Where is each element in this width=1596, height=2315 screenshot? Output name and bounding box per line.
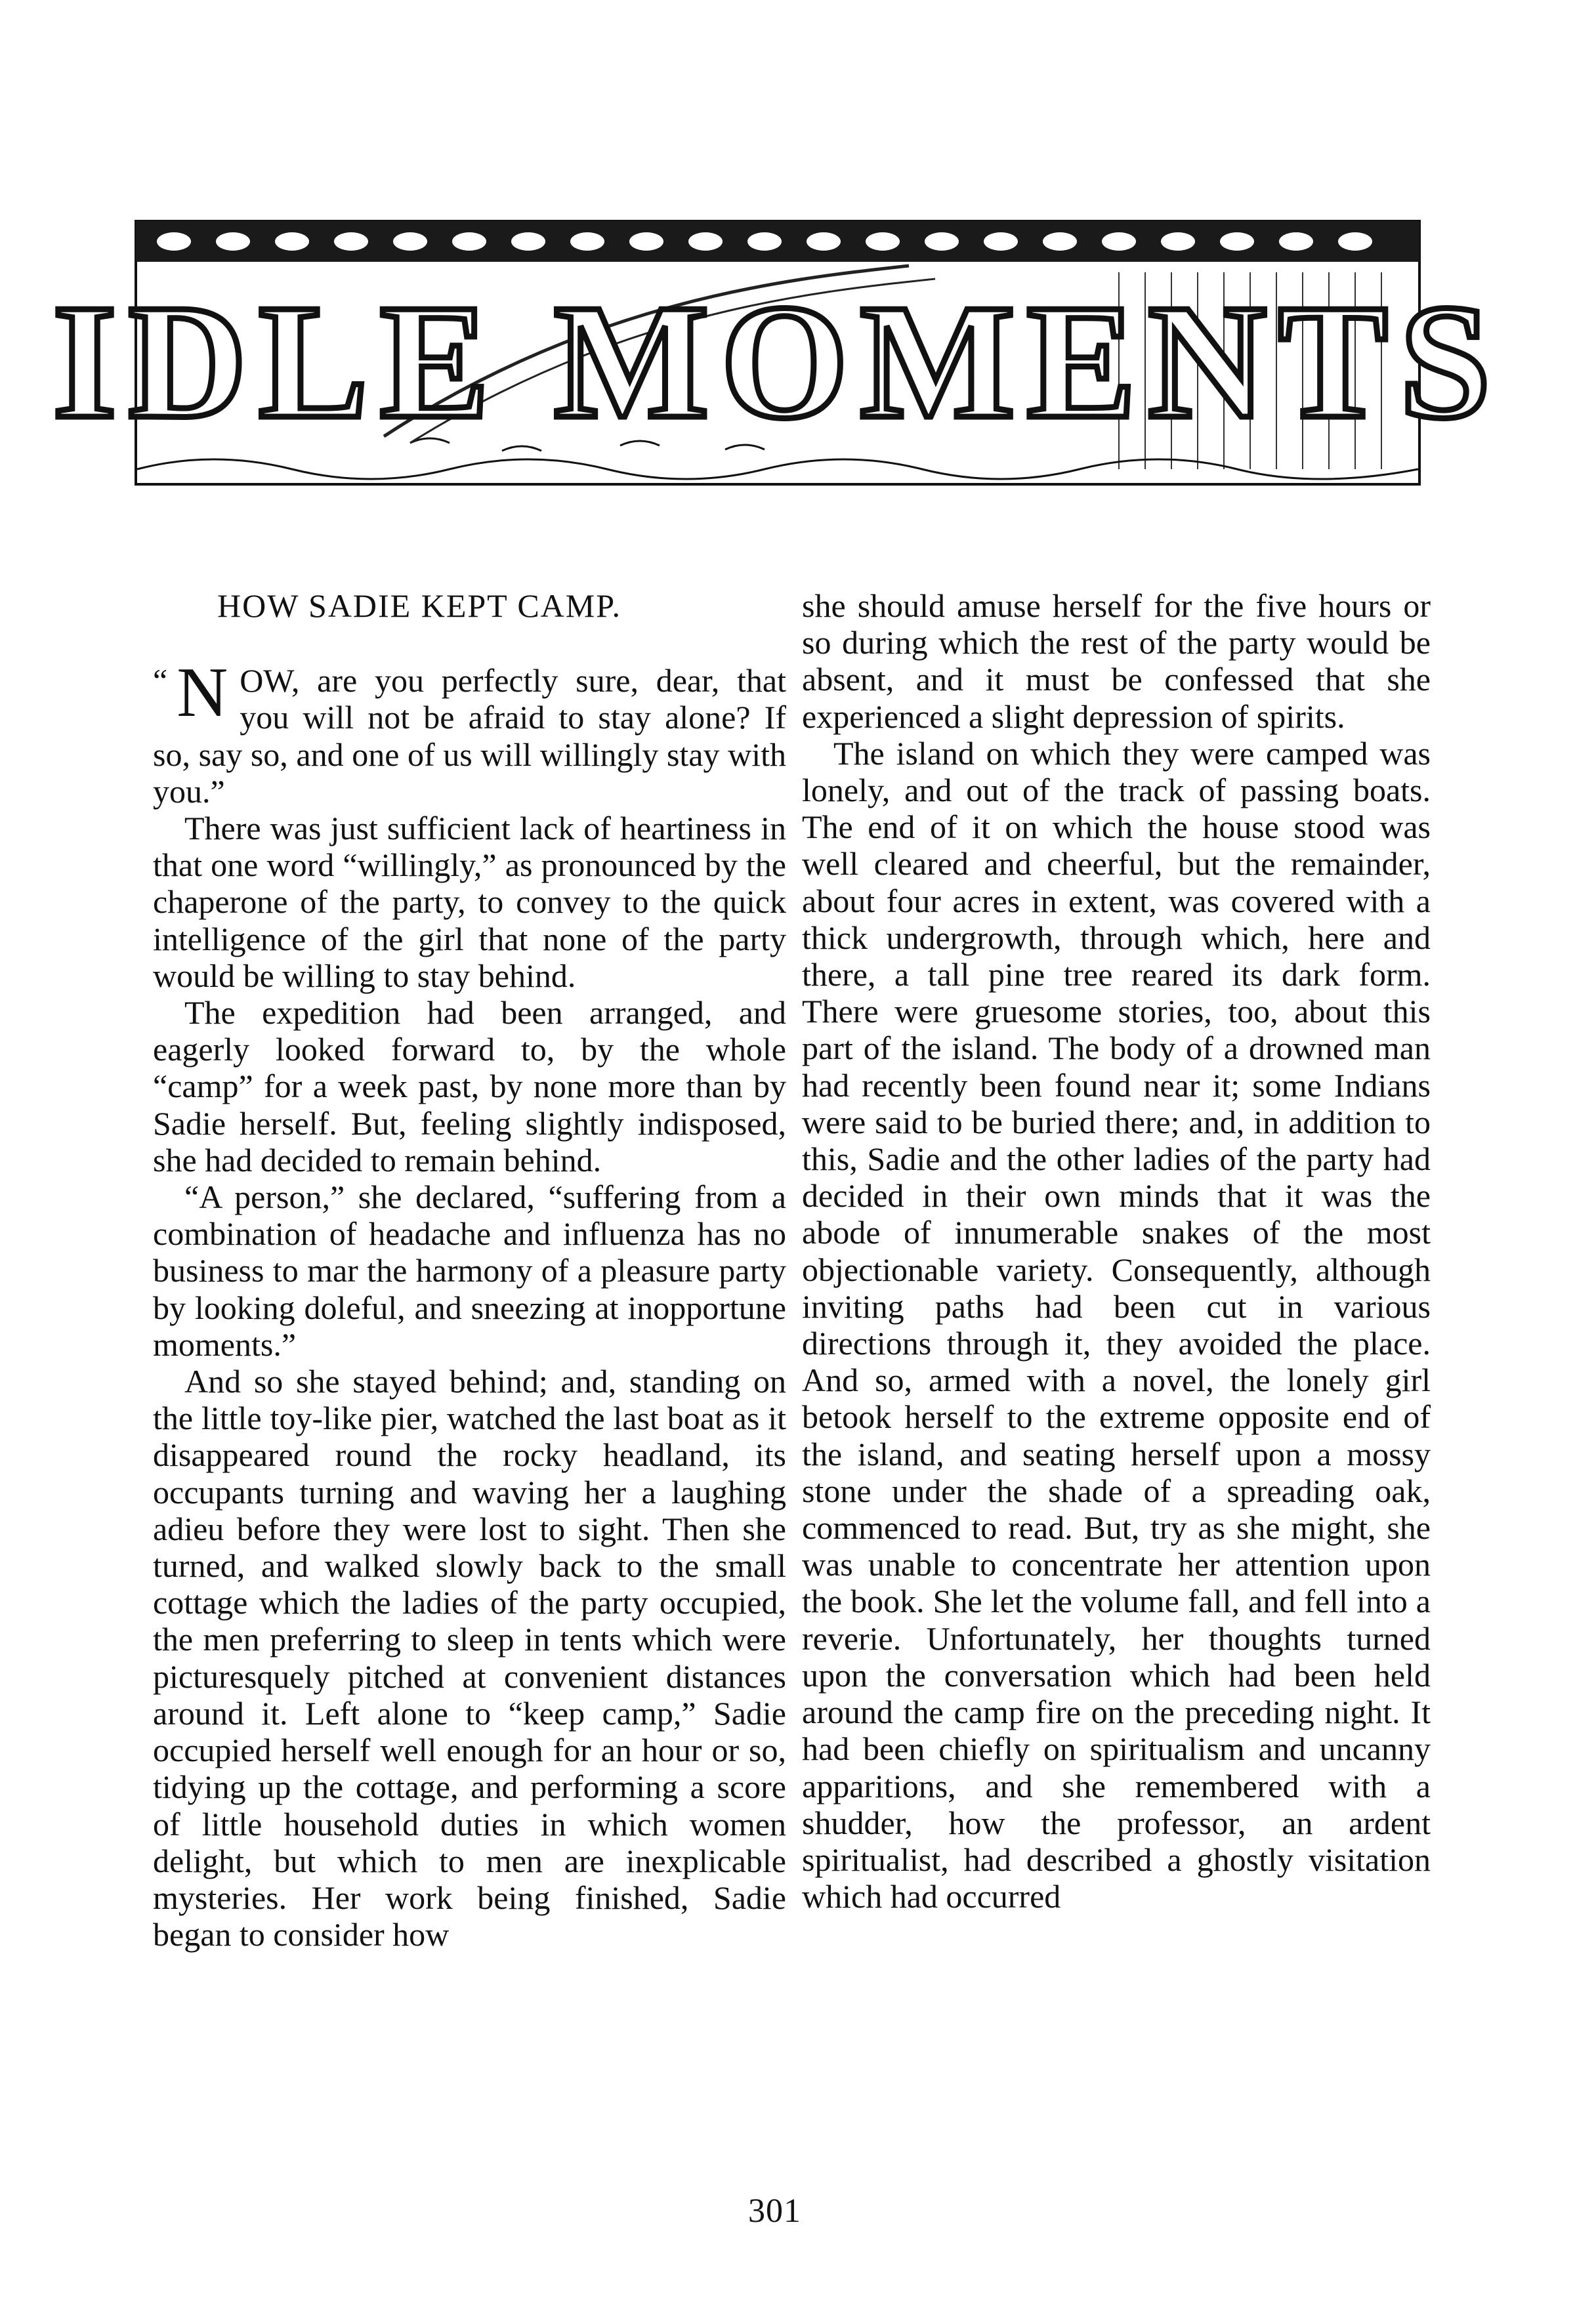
right-paragraph-1: she should amuse herself for the five hours or so during which the rest of the party would be absent, and it must be confessed that she experienced a slight depression of spirits. bbox=[802, 587, 1431, 735]
paragraph-text: OW, are you perfectly sure, dear, that you will not be afraid to stay alone? If so, say so, and one of us will willingly stay with you.” bbox=[153, 662, 786, 810]
header-banner bbox=[52, 220, 1503, 486]
page-number: 301 bbox=[748, 2192, 801, 2230]
left-column bbox=[153, 587, 786, 1953]
right-paragraph-2: The island on which they were camped was lonely, and out of the track of passing boats. The end of it on which the house stood was well cleared and cheerful, but the remainder, about four acres in extent, was covered with a thick undergrowth, through which, here and there, a tall pine tree reared its dark form. There were gruesome stories, too, about this part of the island. The body of a drowned man had recently been found near it; some Indians were said to be buried there; and, in addition to this, Sadie and the other ladies of the party had decided in their own minds that it was the abode of innumerable snakes of the most objectionable variety. Consequently, although inviting paths had been cut in various directions through it, they avoided the place. And so, armed with a novel, the lonely girl betook herself to the extreme opposite end of the island, and seating herself upon a mossy stone under the shade of a spreading oak, commenced to read. But, try as she might, she was unable to concentrate her attention upon the book. She let the volume fall, and fell into a reverie. Unfortunately, her thoughts turned upon the conversation which had been held around the camp fire on the preceding night. It had been chiefly on spiritualism and uncanny apparitions, and she remembered with a shudder, how the professor, an ardent spiritualist, had described a ghostly visitation which had occurred bbox=[802, 734, 1431, 1915]
right-column bbox=[802, 587, 1431, 1915]
left-paragraph-3: The expedition had been arranged, and eagerly looked forward to, by the whole “camp” for a week past, by none more than by Sadie herself. But, feeling slightly indisposed, she had decided to remain behind. bbox=[153, 994, 786, 1178]
left-paragraph-2: There was just sufficient lack of heartiness in that one word “willingly,” as pronounced by the chaperone of the party, to convey to the quick intelligence of the girl that none of the party would be willing to stay behind. bbox=[153, 810, 786, 994]
drop-cap: N bbox=[177, 654, 228, 732]
banner-title: IDLE MOMENTS bbox=[52, 271, 1503, 453]
banner-illustration bbox=[52, 220, 1503, 486]
left-paragraph-5: And so she stayed behind; and, standing on the little toy-like pier, watched the last boat as it disappeared round the rocky headland, its occupants turning and waving her a laughing adieu before they were lost to sight. Then she turned, and walked slowly back to the small cottage which the ladies of the party occupied, the men preferring to sleep in tents which were picturesquely pitched at convenient distances around it. Left alone to “keep camp,” Sadie occupied herself well enough for an hour or so, tidying up the cottage, and performing a score of little household duties in which women delight, but which to men are inexplicable mysteries. Her work being finished, Sadie began to consider how bbox=[153, 1363, 786, 1953]
left-paragraph-1 bbox=[153, 654, 786, 810]
article-title: HOW SADIE KEPT CAMP. bbox=[217, 587, 622, 624]
left-paragraph-4: “A person,” she declared, “suffering from a combination of headache and influenza has no business to mar the harmony of a pleasure party by looking doleful, and sneezing at inopportune moments.” bbox=[153, 1178, 786, 1363]
opening-quote: “ bbox=[153, 662, 168, 699]
